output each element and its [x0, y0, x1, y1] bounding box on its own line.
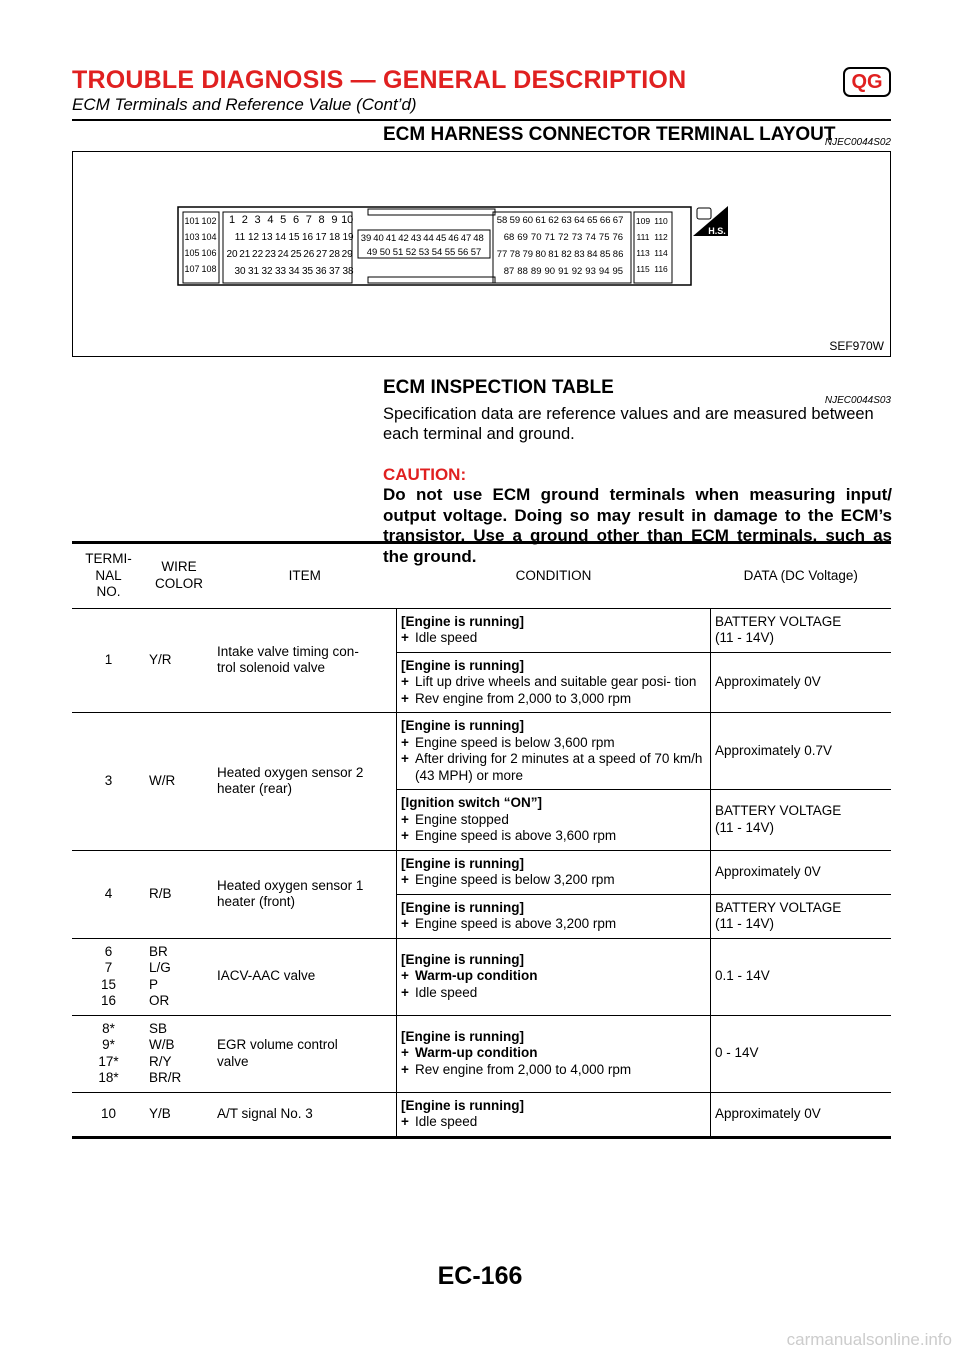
terminal-pin: 22 — [252, 249, 264, 260]
terminal-pin: 41 — [385, 233, 397, 244]
col-terminal-header: TERMI- NAL NO. — [72, 543, 145, 609]
condition-heading: [Engine is running] — [401, 1097, 524, 1113]
connector-top-latch — [368, 209, 495, 215]
condition-cell — [397, 713, 711, 790]
terminal-cell: 10 — [72, 1092, 145, 1137]
terminal-pin: 84 — [587, 249, 598, 260]
table-row — [72, 1015, 891, 1092]
terminal-pin: 21 — [239, 249, 251, 260]
condition-cell — [397, 850, 711, 894]
terminal-pin: 50 — [379, 247, 391, 258]
condition-heading: [Engine is running] — [401, 657, 524, 673]
condition-cell — [397, 894, 711, 938]
terminal-pin: 13 — [261, 232, 273, 243]
item-cell: A/T signal No. 3 — [213, 1092, 397, 1137]
header-divider — [72, 119, 891, 121]
terminal-pin: 83 — [574, 249, 585, 260]
terminal-pin: 12 — [247, 232, 260, 243]
data-cell: BATTERY VOLTAGE (11 - 14V) — [711, 608, 892, 652]
condition-bullet: + After driving for 2 minutes at a speed of 70 km/h (43 MPH) or more — [401, 751, 706, 784]
terminal-pin: 48 — [473, 233, 484, 244]
terminal-pin: 37 — [328, 266, 341, 277]
terminal-pin: 67 — [612, 215, 624, 226]
terminal-pin: 78 — [509, 249, 521, 260]
terminal-pin: 31 — [247, 266, 260, 277]
condition-bullet: + Warm-up condition — [401, 968, 706, 985]
terminal-pin: 47 — [460, 233, 472, 244]
terminal-pin: 94 — [598, 266, 610, 277]
terminal-pin: 115 — [636, 264, 650, 274]
terminal-pin: 15 — [288, 232, 300, 243]
condition-bullet: + Lift up drive wheels and suitable gear posi- tion — [401, 674, 706, 691]
condition-bullet: + Idle speed — [401, 1114, 706, 1131]
table-row — [72, 713, 891, 790]
condition-heading: [Engine is running] — [401, 899, 524, 915]
terminal-pin: 25 — [290, 249, 302, 260]
condition-heading: [Engine is running] — [401, 613, 524, 629]
col-wire-header: WIRE COLOR — [145, 543, 213, 609]
terminal-pin: 30 — [234, 266, 246, 277]
terminal-pin: 14 — [274, 232, 287, 243]
terminal-pin: 55 — [444, 247, 456, 258]
terminal-pin: 70 — [530, 232, 542, 243]
terminal-pin: 82 — [561, 249, 572, 260]
condition-heading: [Ignition switch “ON”] — [401, 795, 542, 810]
terminal-pin: 76 — [612, 232, 624, 243]
terminal-pin: 62 — [548, 215, 559, 226]
terminal-pin: 101 — [184, 216, 200, 226]
terminal-pin: 63 — [561, 215, 572, 226]
figure-label: SEF970W — [829, 339, 884, 353]
col-item-header: ITEM — [213, 543, 397, 609]
condition-heading: [Engine is running] — [401, 718, 524, 733]
inspection-section-code: NJEC0044S03 — [824, 395, 891, 406]
terminal-pin: 5 — [280, 214, 287, 226]
terminal-pin: 113 — [636, 248, 650, 258]
item-cell: Intake valve timing con- trol solenoid valve — [213, 608, 397, 713]
terminal-pin: 11 — [234, 232, 246, 243]
condition-bullet: + Rev engine from 2,000 to 3,000 rpm — [401, 691, 706, 708]
inspection-section-title: ECM INSPECTION TABLE — [383, 377, 614, 398]
terminal-pin: 103 — [184, 232, 200, 242]
data-cell: Approximately 0V — [711, 1092, 892, 1137]
terminal-pin: 73 — [571, 232, 583, 243]
terminal-pin: 57 — [470, 247, 482, 258]
condition-cell — [397, 608, 711, 652]
condition-cell — [397, 938, 711, 1015]
terminal-pin: 87 — [503, 266, 515, 277]
terminal-pin: 4 — [267, 214, 274, 226]
terminal-pin: 17 — [315, 232, 327, 243]
ecm-inspection-table — [72, 541, 891, 1139]
condition-heading: [Engine is running] — [401, 951, 524, 967]
terminal-pin: 46 — [448, 233, 459, 244]
connector-bottom-latch — [368, 277, 495, 283]
terminal-pin: 24 — [277, 249, 289, 260]
terminal-pin: 34 — [288, 266, 300, 277]
data-cell: Approximately 0V — [711, 652, 892, 713]
condition-bullet: + Engine stopped — [401, 812, 706, 829]
terminal-pin: 43 — [410, 233, 422, 244]
terminal-pin: 9 — [331, 214, 338, 226]
item-cell: Heated oxygen sensor 1 heater (front) — [213, 850, 397, 938]
terminal-pin: 109 — [635, 216, 651, 226]
watermark: carmanualsonline.info — [786, 1330, 952, 1349]
section-badge: QG — [843, 67, 891, 97]
terminal-pin: 116 — [654, 264, 668, 274]
terminal-pin: 56 — [457, 247, 469, 258]
terminal-pin: 88 — [517, 266, 528, 277]
condition-bullet: + Engine speed is above 3,200 rpm — [401, 916, 706, 933]
wire-color-cell: Y/R — [145, 608, 213, 713]
terminal-pin: 18 — [328, 232, 341, 243]
terminal-pin: 105 — [184, 248, 200, 258]
condition-heading: [Engine is running] — [401, 855, 524, 871]
terminal-pin: 89 — [530, 266, 542, 277]
terminal-pin: 19 — [342, 232, 354, 243]
wire-color-cell: SB W/B R/Y BR/R — [145, 1015, 213, 1092]
terminal-pin: 8 — [318, 214, 325, 226]
condition-cell — [397, 790, 711, 851]
terminal-pin: 1 — [228, 214, 236, 226]
terminal-pin: 20 — [226, 249, 238, 260]
col-data-header: DATA (DC Voltage) — [711, 543, 892, 609]
terminal-pin: 7 — [305, 214, 312, 226]
terminal-pin: 106 — [201, 248, 217, 258]
terminal-pin: 39 — [360, 233, 372, 244]
table-row — [72, 608, 891, 652]
terminal-pin: 54 — [431, 247, 443, 258]
terminal-pin: 23 — [264, 249, 276, 260]
terminal-pin: 38 — [342, 266, 354, 277]
hs-label: H.S. — [708, 226, 726, 236]
terminal-pin: 77 — [496, 249, 508, 260]
layout-section-code: NJEC0044S02 — [824, 137, 891, 148]
terminal-pin: 28 — [328, 249, 340, 260]
terminal-pin: 26 — [303, 249, 315, 260]
wire-color-cell: R/B — [145, 850, 213, 938]
connector-diagram — [73, 152, 890, 356]
terminal-cell: 6 7 15 16 — [72, 938, 145, 1015]
data-cell: Approximately 0V — [711, 850, 892, 894]
terminal-pin: 45 — [435, 233, 447, 244]
terminal-pin: 52 — [405, 247, 417, 258]
terminal-pin: 6 — [292, 214, 300, 226]
wire-color-cell: W/R — [145, 713, 213, 851]
terminal-pin: 66 — [599, 215, 611, 226]
condition-heading: [Engine is running] — [401, 1028, 524, 1044]
terminal-pin: 10 — [341, 214, 354, 226]
table-row — [72, 850, 891, 894]
terminal-pin: 36 — [315, 266, 327, 277]
item-cell: EGR volume control valve — [213, 1015, 397, 1092]
terminal-pin: 58 — [496, 215, 508, 226]
terminal-pin: 79 — [522, 249, 534, 260]
condition-bullet: + Engine speed is below 3,600 rpm — [401, 735, 706, 752]
page-header-title: TROUBLE DIAGNOSIS — GENERAL DESCRIPTION — [72, 66, 687, 94]
data-cell: BATTERY VOLTAGE (11 - 14V) — [711, 894, 892, 938]
data-cell: 0 - 14V — [711, 1015, 892, 1092]
data-cell: Approximately 0.7V — [711, 713, 892, 790]
terminal-pin: 110 — [654, 216, 668, 226]
table-header-row — [72, 543, 891, 609]
harness-side-icon — [697, 208, 711, 219]
layout-section-title: ECM HARNESS CONNECTOR TERMINAL LAYOUT — [383, 124, 836, 145]
item-cell: IACV-AAC valve — [213, 938, 397, 1015]
terminal-pin: 111 — [636, 232, 650, 242]
terminal-pin: 90 — [544, 266, 556, 277]
terminal-pin: 60 — [522, 215, 534, 226]
terminal-pin: 69 — [517, 232, 528, 243]
terminal-pin: 3 — [254, 214, 261, 226]
inspection-intro: Specification data are reference values and are measured between each terminal and ground. — [383, 405, 874, 443]
terminal-pin: 16 — [301, 232, 314, 243]
terminal-pin: 33 — [274, 266, 287, 277]
terminal-pin: 86 — [612, 249, 624, 260]
condition-cell — [397, 1092, 711, 1137]
terminal-pin: 40 — [373, 233, 384, 244]
col-condition-header: CONDITION — [397, 543, 711, 609]
caution-text: Do not use ECM ground terminals when measuring input/ output voltage. Doing so may result in damage to the ECM’s transistor. Use a ground other than ECM terminals, such as the ground. — [383, 485, 892, 566]
condition-bullet: + Idle speed — [401, 985, 706, 1002]
terminal-pin: 92 — [571, 266, 583, 277]
wire-color-cell: BR L/G P OR — [145, 938, 213, 1015]
condition-bullet: + Idle speed — [401, 630, 706, 647]
table-row — [72, 1092, 891, 1137]
condition-bullet: + Warm-up condition — [401, 1045, 706, 1062]
condition-bullet: + Engine speed is above 3,600 rpm — [401, 828, 706, 845]
terminal-pin: 64 — [574, 215, 585, 226]
terminal-pin: 53 — [418, 247, 430, 258]
terminal-pin: 80 — [535, 249, 546, 260]
condition-bullet: + Engine speed is below 3,200 rpm — [401, 872, 706, 889]
wire-color-cell: Y/B — [145, 1092, 213, 1137]
terminal-pin: 108 — [201, 264, 217, 274]
terminal-pin: 49 — [366, 247, 378, 258]
connector-figure — [72, 151, 891, 357]
terminal-pin: 81 — [548, 249, 559, 260]
data-cell: BATTERY VOLTAGE (11 - 14V) — [711, 790, 892, 851]
terminal-pin: 91 — [558, 266, 569, 277]
terminal-pin: 35 — [301, 266, 314, 277]
terminal-pin: 114 — [654, 248, 668, 258]
terminal-pin: 75 — [598, 232, 610, 243]
terminal-pin: 2 — [241, 214, 248, 226]
terminal-pin: 51 — [392, 247, 404, 258]
terminal-cell: 4 — [72, 850, 145, 938]
terminal-cell: 8* 9* 17* 18* — [72, 1015, 145, 1092]
terminal-pin: 93 — [585, 266, 596, 277]
terminal-pin: 85 — [599, 249, 611, 260]
terminal-pin: 32 — [261, 266, 273, 277]
terminal-pin: 102 — [201, 216, 217, 226]
terminal-pin: 27 — [316, 249, 328, 260]
terminal-cell: 3 — [72, 713, 145, 851]
terminal-pin: 112 — [654, 232, 668, 242]
page-header-subtitle: ECM Terminals and Reference Value (Cont’d) — [72, 95, 417, 114]
terminal-pin: 72 — [558, 232, 569, 243]
data-cell: 0.1 - 14V — [711, 938, 892, 1015]
caution-title: CAUTION: — [383, 465, 467, 484]
terminal-pin: 107 — [184, 264, 200, 274]
condition-cell — [397, 1015, 711, 1092]
terminal-pin: 68 — [503, 232, 515, 243]
terminal-pin: 61 — [535, 215, 546, 226]
terminal-pin: 44 — [423, 233, 434, 244]
terminal-pin: 65 — [587, 215, 598, 226]
terminal-pin: 29 — [341, 249, 353, 260]
terminal-pin: 95 — [612, 266, 624, 277]
terminal-pin: 59 — [509, 215, 521, 226]
item-cell: Heated oxygen sensor 2 heater (rear) — [213, 713, 397, 851]
terminal-pin: 42 — [398, 233, 409, 244]
terminal-pin: 104 — [201, 232, 217, 242]
table-row — [72, 938, 891, 1015]
terminal-cell: 1 — [72, 608, 145, 713]
condition-bullet: + Rev engine from 2,000 to 4,000 rpm — [401, 1062, 706, 1079]
terminal-pin: 74 — [585, 232, 596, 243]
page-number: EC-166 — [437, 1262, 523, 1290]
terminal-pin: 71 — [544, 232, 556, 243]
condition-cell — [397, 652, 711, 713]
